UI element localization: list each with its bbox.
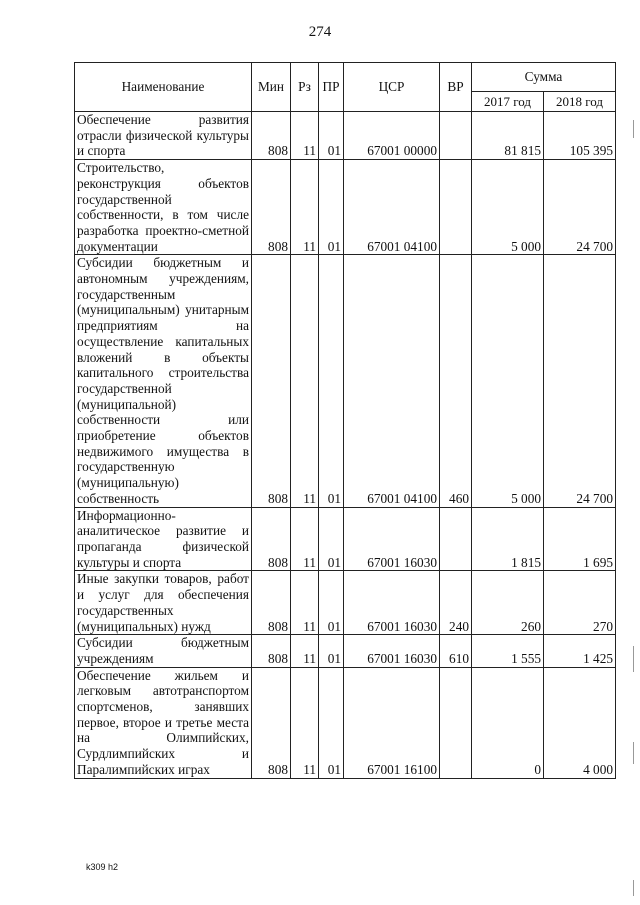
table-row [75, 112, 616, 160]
row-name: Субсидии бюджетным учреждениям [75, 635, 252, 667]
header-year-2017: 2017 год [472, 92, 544, 112]
table-row [75, 507, 616, 571]
row-pr: 01 [319, 255, 344, 507]
row-rz: 11 [291, 635, 319, 667]
row-2017: 81 815 [472, 112, 544, 160]
row-2018: 1 695 [544, 507, 616, 571]
row-rz: 11 [291, 507, 319, 571]
page-number: 274 [308, 24, 332, 40]
row-rz: 11 [291, 667, 319, 778]
row-vr: 240 [440, 571, 472, 635]
row-2018: 4 000 [544, 667, 616, 778]
row-2018: 105 395 [544, 112, 616, 160]
table-header [75, 63, 616, 112]
row-2018: 24 700 [544, 160, 616, 255]
row-csr: 67001 16030 [344, 507, 440, 571]
row-vr [440, 507, 472, 571]
row-rz: 11 [291, 571, 319, 635]
row-rz: 11 [291, 255, 319, 507]
scan-edge-mark [633, 742, 634, 764]
row-vr: 610 [440, 635, 472, 667]
row-csr: 67001 00000 [344, 112, 440, 160]
header-year-2018: 2018 год [544, 92, 616, 112]
header-sum: Сумма [472, 63, 616, 92]
row-2018: 24 700 [544, 255, 616, 507]
row-name: Обеспечение жильем и легковым автотранспортом спортсменов, занявших первое, второе и третье места на Олимпийских, Сурдлимпийских и Паралимпийских играх [75, 667, 252, 778]
header-name: Наименование [75, 63, 252, 112]
row-min: 808 [252, 112, 291, 160]
row-2017: 0 [472, 667, 544, 778]
footer-code: k309 h2 [86, 862, 119, 872]
table-row [75, 635, 616, 667]
row-pr: 01 [319, 112, 344, 160]
budget-table [74, 62, 616, 779]
header-rz: Рз [291, 63, 319, 112]
row-csr: 67001 16100 [344, 667, 440, 778]
row-vr [440, 667, 472, 778]
row-min: 808 [252, 635, 291, 667]
row-csr: 67001 16030 [344, 571, 440, 635]
row-pr: 01 [319, 507, 344, 571]
row-min: 808 [252, 160, 291, 255]
table-row [75, 667, 616, 778]
row-2018: 270 [544, 571, 616, 635]
row-2017: 5 000 [472, 255, 544, 507]
header-vr: ВР [440, 63, 472, 112]
row-pr: 01 [319, 667, 344, 778]
row-rz: 11 [291, 112, 319, 160]
row-vr [440, 112, 472, 160]
row-min: 808 [252, 667, 291, 778]
row-vr [440, 160, 472, 255]
row-min: 808 [252, 571, 291, 635]
row-pr: 01 [319, 635, 344, 667]
row-pr: 01 [319, 160, 344, 255]
row-name: Иные закупки товаров, работ и услуг для обеспечения государственных (муниципальных) нужд [75, 571, 252, 635]
row-2017: 260 [472, 571, 544, 635]
row-2017: 5 000 [472, 160, 544, 255]
header-min: Мин [252, 63, 291, 112]
row-2017: 1 815 [472, 507, 544, 571]
row-pr: 01 [319, 571, 344, 635]
row-csr: 67001 16030 [344, 635, 440, 667]
header-csr: ЦСР [344, 63, 440, 112]
row-min: 808 [252, 507, 291, 571]
scan-edge-mark [633, 880, 634, 896]
row-rz: 11 [291, 160, 319, 255]
scan-edge-mark [633, 646, 634, 672]
row-csr: 67001 04100 [344, 160, 440, 255]
table-row [75, 255, 616, 507]
scan-edge-mark [633, 120, 634, 138]
row-2018: 1 425 [544, 635, 616, 667]
row-name: Обеспечение развития отрасли физической культуры и спорта [75, 112, 252, 160]
row-name: Информационно-аналитическое развитие и пропаганда физической культуры и спорта [75, 507, 252, 571]
table-row [75, 571, 616, 635]
row-min: 808 [252, 255, 291, 507]
row-vr: 460 [440, 255, 472, 507]
table-row [75, 160, 616, 255]
row-2017: 1 555 [472, 635, 544, 667]
row-name: Субсидии бюджетным и автономным учреждениям, государственным (муниципальным) унитарным предприятиям на осуществление капитальных вложений в объекты капитального строительства государственной (муниципальной) собственности или приобретение объектов недвижимого имущества в государственную (муниципальную) собственность [75, 255, 252, 507]
row-csr: 67001 04100 [344, 255, 440, 507]
row-name: Строительство, реконструкция объектов государственной собственности, в том числе разработка проектно-сметной документации [75, 160, 252, 255]
header-pr: ПР [319, 63, 344, 112]
